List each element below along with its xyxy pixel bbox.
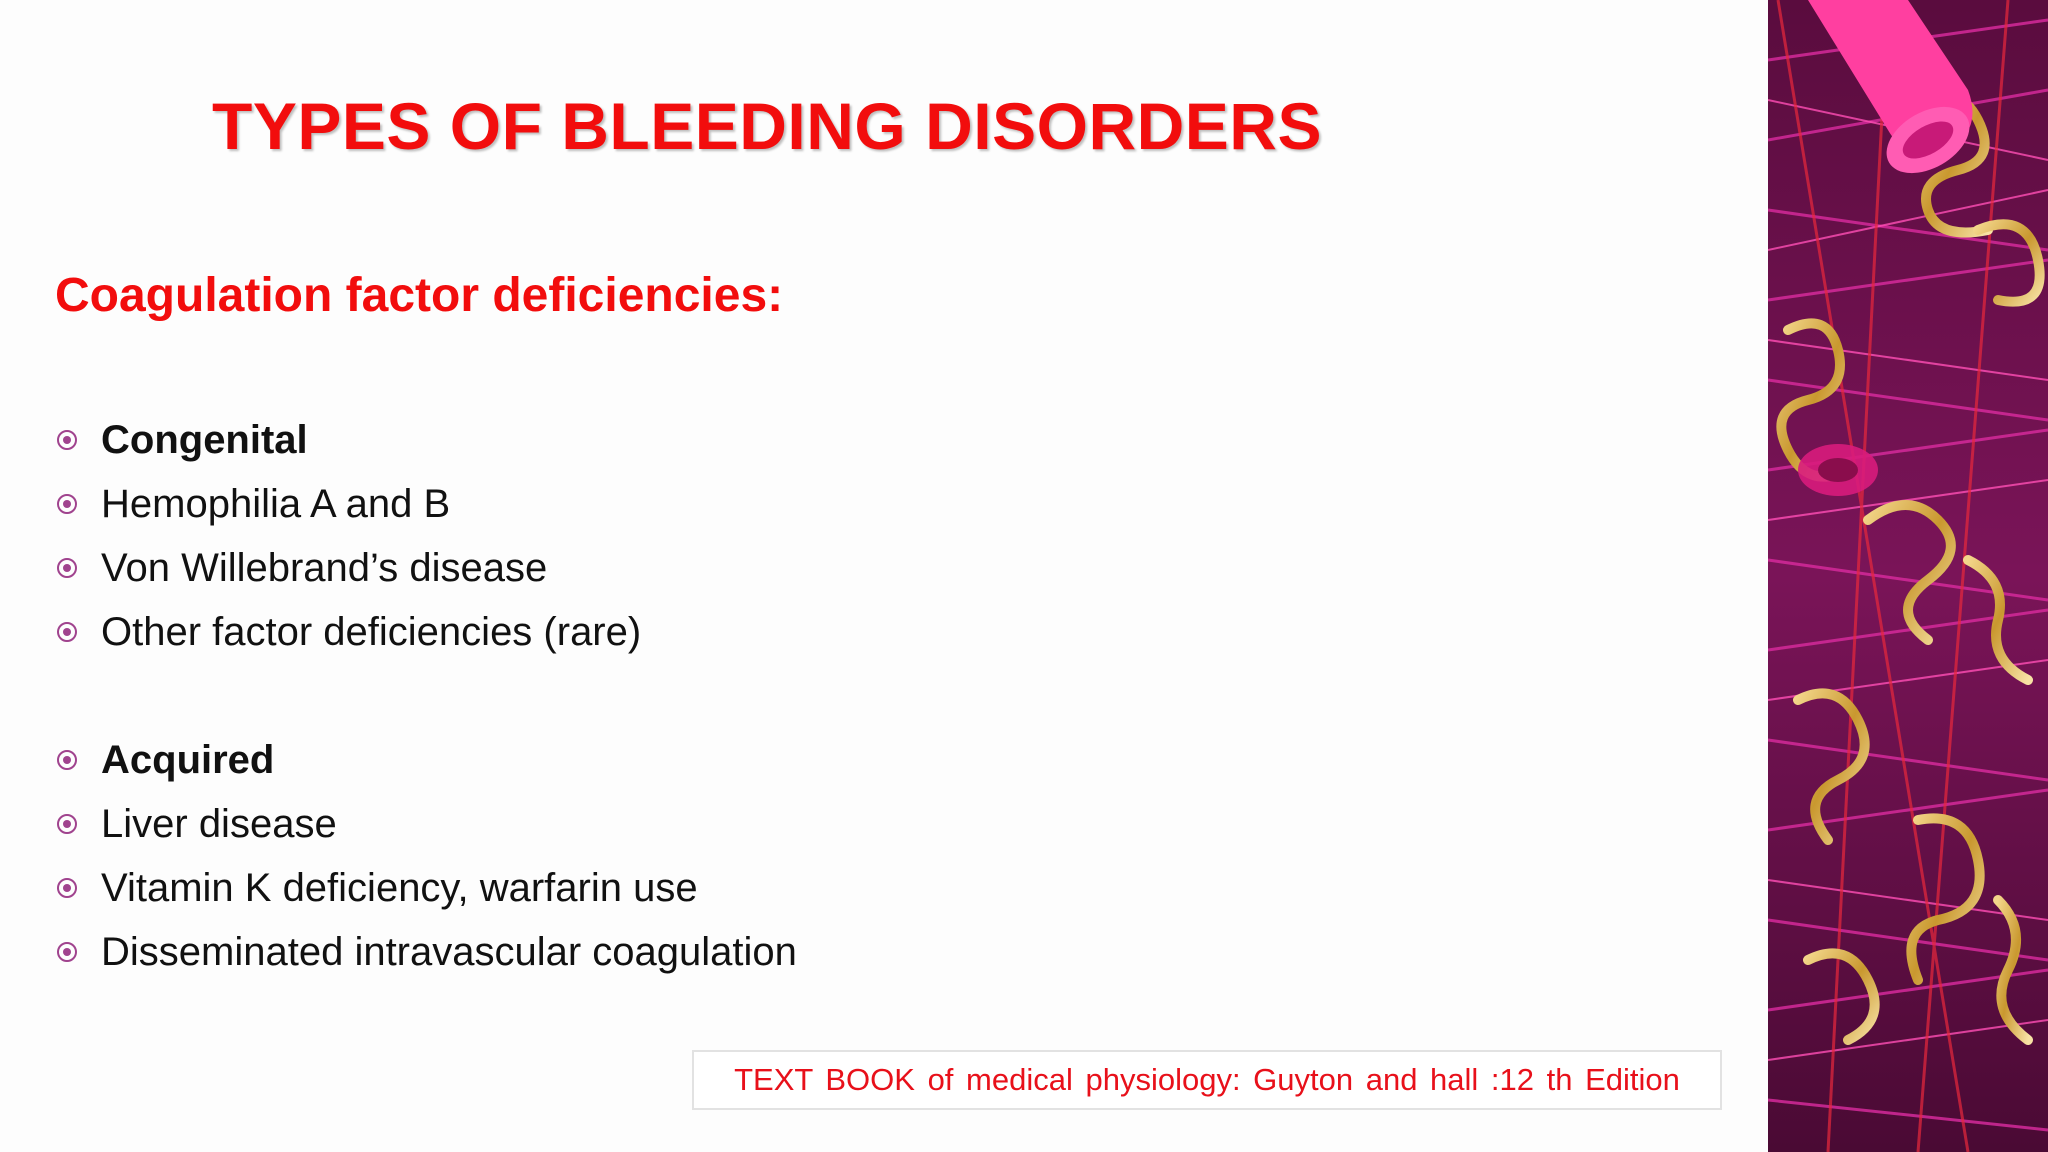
bullet-item-dic xyxy=(55,920,797,984)
circle-dot-bullet-icon xyxy=(57,878,77,898)
circle-dot-bullet-icon xyxy=(57,750,77,770)
circle-dot-bullet-icon xyxy=(57,430,77,450)
bullet-item-liver-disease xyxy=(55,792,797,856)
bullet-item-vitamin-k xyxy=(55,856,797,920)
bullet-text: Other factor deficiencies (rare) xyxy=(101,609,642,654)
bullet-text: Congenital xyxy=(101,417,308,462)
bullet-list xyxy=(55,408,797,984)
bullet-text: Liver disease xyxy=(101,801,337,846)
circle-dot-bullet-icon xyxy=(57,814,77,834)
bullet-text: Hemophilia A and B xyxy=(101,481,451,526)
bullet-text: Von Willebrand’s disease xyxy=(101,545,548,590)
reference-text: TEXT BOOK of medical physiology: Guyton and hall :12 th Edition xyxy=(734,1062,1680,1097)
bullet-text: Acquired xyxy=(101,737,275,782)
bullet-item-congenital xyxy=(55,408,797,472)
bullet-text: Vitamin K deficiency, warfarin use xyxy=(101,865,698,910)
decorative-tinsel-image xyxy=(1768,0,2048,1152)
circle-dot-bullet-icon xyxy=(57,622,77,642)
bullet-item-von-willebrand xyxy=(55,536,797,600)
bullet-item-other-factor xyxy=(55,600,797,664)
circle-dot-bullet-icon xyxy=(57,942,77,962)
slide-title: TYPES OF BLEEDING DISORDERS xyxy=(212,89,1322,163)
bullet-item-acquired xyxy=(55,728,797,792)
slide-subtitle: Coagulation factor deficiencies: xyxy=(55,269,784,322)
reference-citation-box xyxy=(692,1050,1722,1110)
tinsel-streamers-graphic xyxy=(1768,0,2048,1152)
circle-dot-bullet-icon xyxy=(57,558,77,578)
bullet-item-hemophilia xyxy=(55,472,797,536)
bullet-text: Disseminated intravascular coagulation xyxy=(101,929,797,974)
circle-dot-bullet-icon xyxy=(57,494,77,514)
